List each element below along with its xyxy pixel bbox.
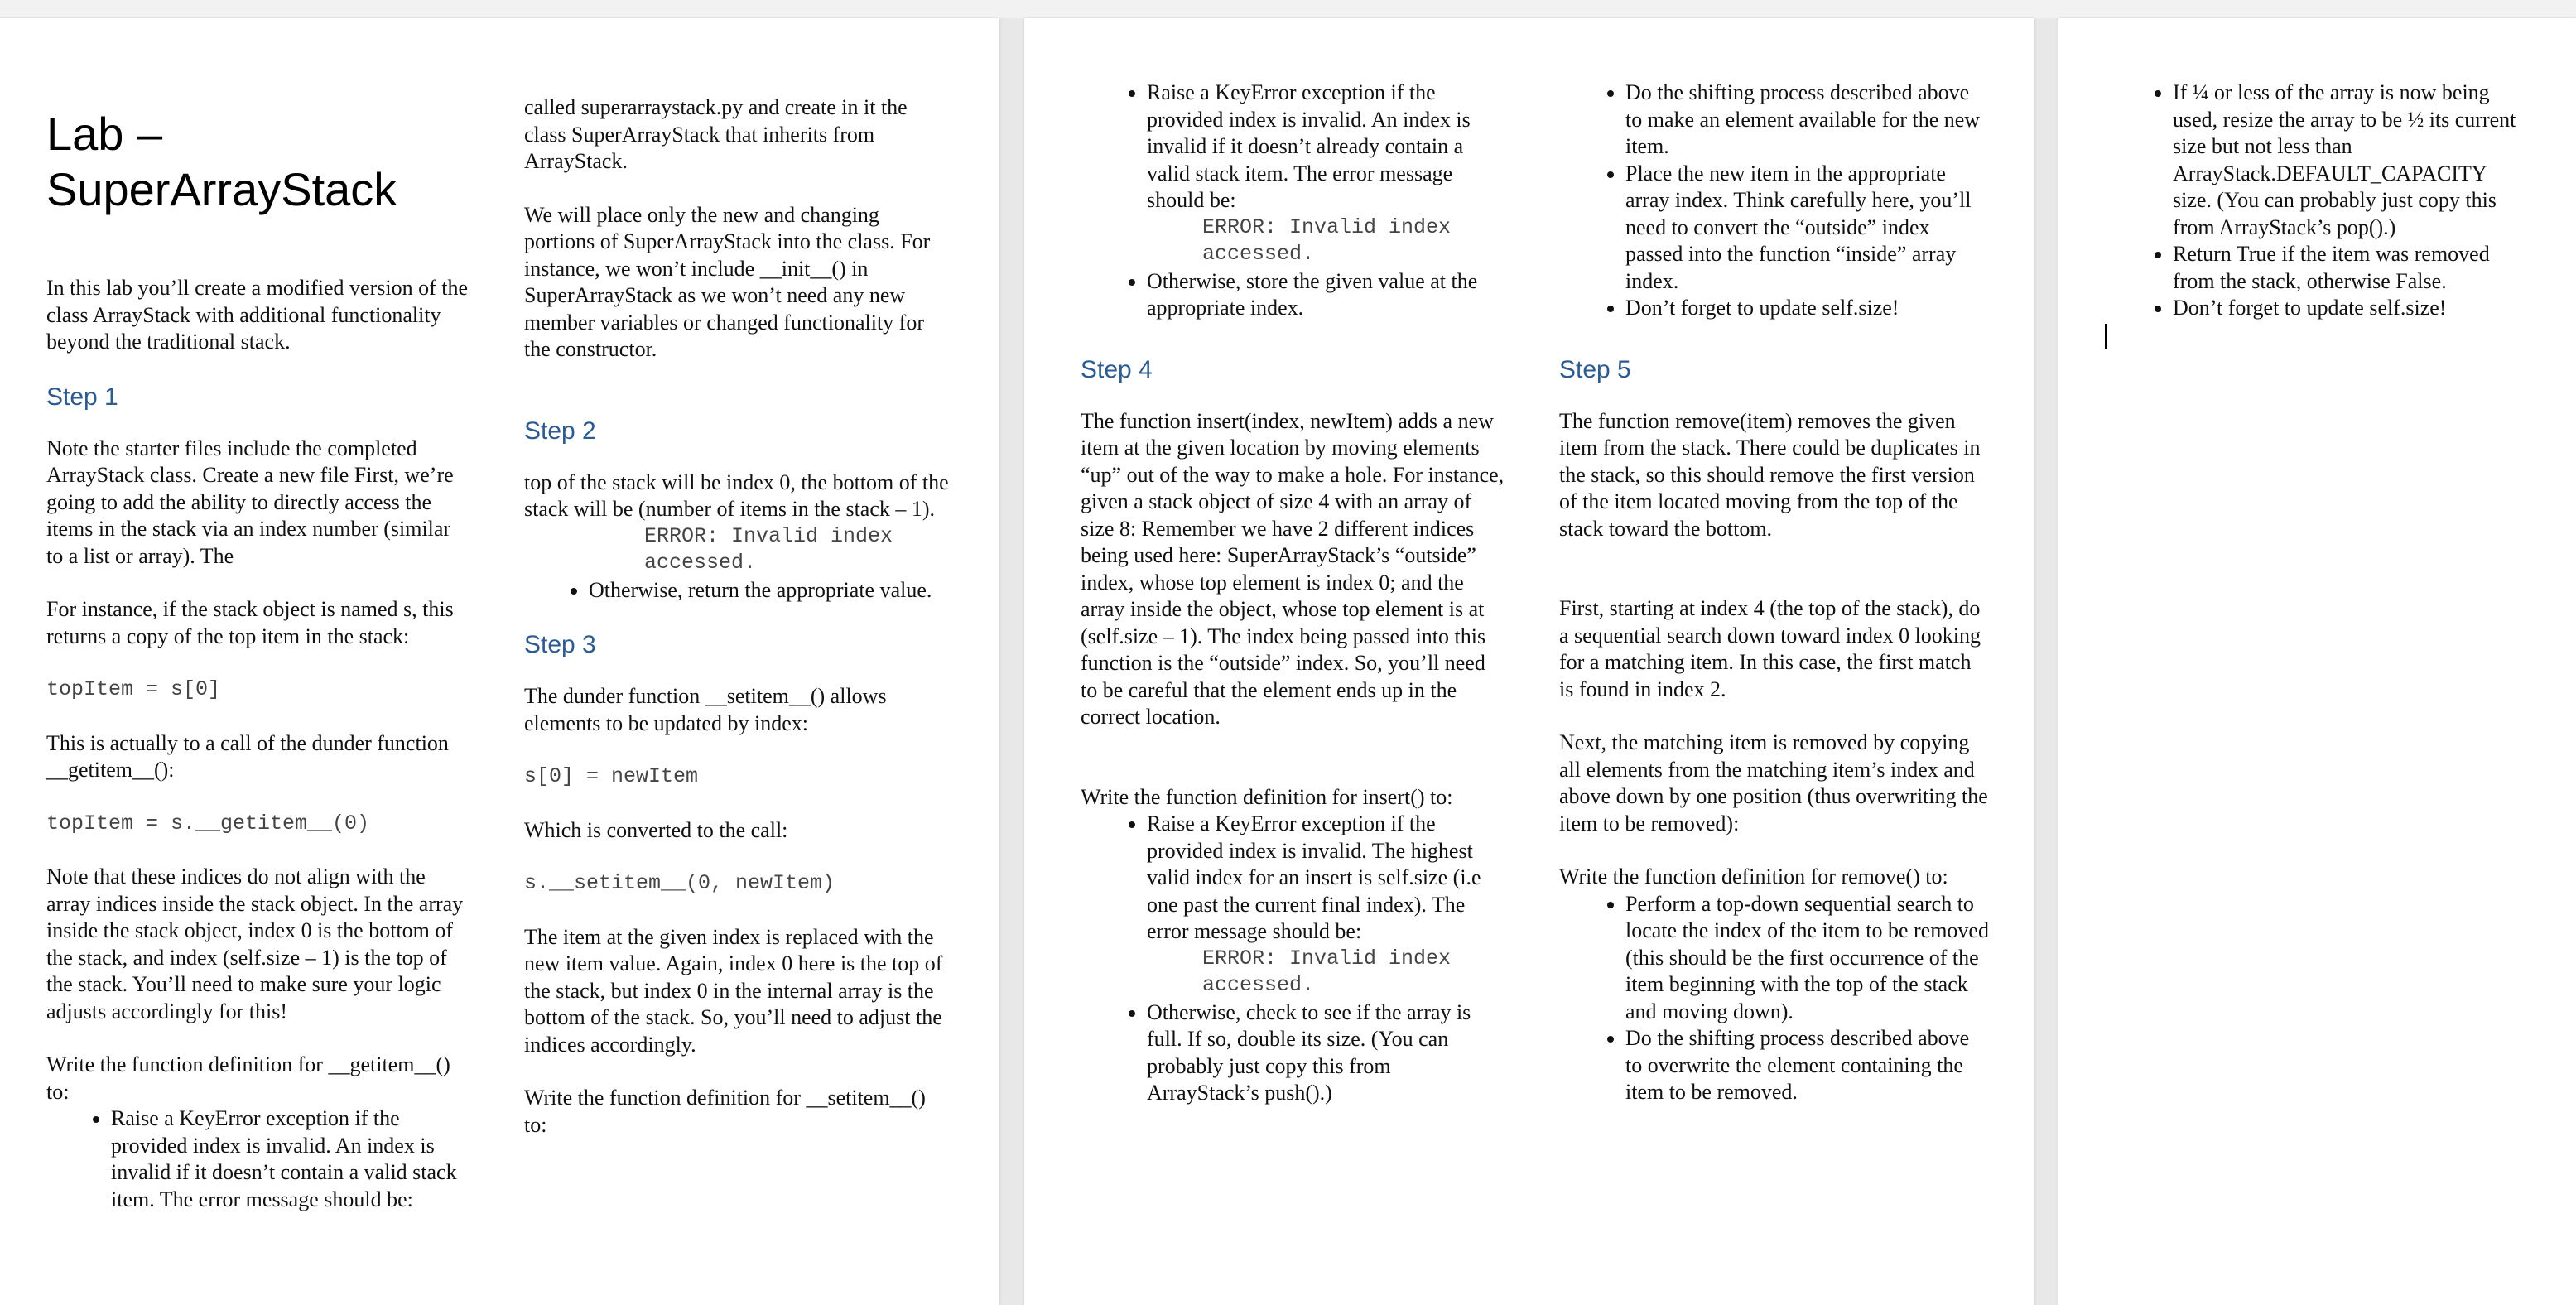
column2-paragraph-2: We will place only the new and changing portions of SuperArrayStack into the class. For instance, we won’t include __init__() in SuperArrayStack as we won’t need any new member variables or changed functionality for the constructor. [524, 202, 931, 361]
page3-column-1 [2098, 79, 2529, 355]
list-item: • Otherwise, return the appropriate value. [589, 577, 951, 604]
list-item: • Return True if the item was removed from the stack, otherwise False. [2173, 241, 2529, 295]
list-item: • Do the shifting process described above to make an element available for the new item. [1625, 79, 1990, 161]
list-item: • Otherwise, store the given value at the appropriate index. [1147, 268, 1505, 322]
code-setitem-call: s.__setitem__(0, newItem) [524, 871, 835, 895]
step3-paragraph-4: Write the function definition for __setitem__() to: [524, 1086, 926, 1137]
step5-paragraph-4: Write the function definition for remove() to: [1559, 864, 1948, 888]
step3-paragraph-2: Which is converted to the call: [524, 817, 788, 842]
column2-paragraph-1: called superarraystack.py and create in it the class SuperArrayStack that inherits from ArrayStack. [524, 95, 908, 173]
step4-heading: Step 4 [1081, 355, 1153, 383]
list-item: • Raise a KeyError exception if the provided index is invalid. An index is invalid if it doesn’t already contain a valid stack item. The error message should be: [1147, 79, 1505, 214]
list-item: • Do the shifting process described above to overwrite the element containing the item to be removed. [1625, 1025, 1990, 1106]
step1-paragraph-4: Note that these indices do not align with the array indices inside the stack object. In the array inside the stack object, index 0 is the bottom of the stack, and index (self.size – 1) is the top of the stack. You’ll need to make sure your logic adjusts accordingly for this! [46, 864, 464, 1023]
step2-paragraph-1: top of the stack will be index 0, the bottom of the stack will be (number of items in the stack – 1). [524, 470, 949, 521]
window-top-strip [0, 0, 2576, 18]
intro-paragraph: In this lab you’ll create a modified version of the class ArrayStack with additional functionality beyond the traditional stack. [46, 276, 469, 354]
step5-paragraph-1: The function remove(item) removes the given item from the stack. There could be duplicates in the stack, so this should remove the first version of the item located moving from the top of the stack toward the bottom. [1559, 408, 1981, 541]
step4-paragraph-1: The function insert(index, newItem) adds a new item at the given location by moving elements “up” out of the way to make a hole. For instance, given a stack object of size 4 with an array of size 8: Remember we have 2 different indices being used here: SuperArrayStack’s “outside” index, whose top element is index 0; and the array inside the object, whose top element is at (self.size – 1). The index being passed into this function is the “outside” index. So, you’ll need to be careful that the element ends up in the correct location. [1081, 408, 1505, 729]
insert-bullet-list-2 [1081, 999, 1505, 1107]
step3-paragraph-3: The item at the given index is replaced with the new item value. Again, index 0 here is the top of the stack, but index 0 in the internal array is the bottom of the stack. So, you’ll need to adjust the indices accordingly. [524, 924, 943, 1057]
step3-paragraph-1: The dunder function __setitem__() allows elements to be updated by index: [524, 684, 887, 735]
insert-bullet-list [1081, 811, 1505, 946]
page2-column-2 [1559, 79, 1990, 1133]
step2-error-message: ERROR: Invalid index accessed. [644, 523, 893, 575]
page2-column-1 [1081, 79, 1505, 1134]
setitem-bullet-list-2 [1081, 268, 1505, 322]
step5-paragraph-3: Next, the matching item is removed by copying all elements from the matching item’s index and above down by one position (thus overwriting the item to be removed): [1559, 730, 1988, 835]
list-item: • Raise a KeyError exception if the provided index is invalid. An index is invalid if it doesn’t contain a valid stack item. The error message should be: [111, 1105, 469, 1213]
step2-bullet-list [524, 577, 951, 604]
text-cursor [2105, 324, 2107, 349]
list-item: • Otherwise, check to see if the array is full. If so, double its size. (You can probably just copy this from ArrayStack’s push().) [1147, 999, 1505, 1107]
step2-heading: Step 2 [524, 417, 596, 445]
list-item: • Don’t forget to update self.size! [2173, 295, 2529, 322]
step5-paragraph-2: First, starting at index 4 (the top of the stack), do a sequential search down toward index 0 looking for a matching item. In this case, the first match is found in index 2. [1559, 596, 1981, 701]
list-item: • Place the new item in the appropriate array index. Think carefully here, you’ll need to convert the “outside” index passed into the function “inside” array index. [1625, 161, 1990, 296]
code-setitem-index: s[0] = newItem [524, 764, 699, 788]
step1-paragraph-2: For instance, if the stack object is named s, this returns a copy of the top item in the stack: [46, 597, 454, 648]
document-page-3[interactable] [2058, 18, 2576, 1305]
setitem-bullet-list [1081, 79, 1505, 214]
document-title: Lab – SuperArrayStack [46, 108, 397, 215]
step3-heading: Step 3 [524, 631, 596, 658]
code-topitem-index: topItem = s[0] [46, 677, 221, 701]
step1-paragraph-1: Note the starter files include the completed ArrayStack class. Create a new file First, we’re going to add the ability to directly access the items in the stack via an index number (similar to a list or array). The [46, 436, 454, 568]
remove-bullet-list-2 [2098, 79, 2529, 322]
step1-paragraph-5: Write the function definition for __getitem__() to: [46, 1052, 450, 1104]
setitem-error-message: ERROR: Invalid index accessed. [1202, 214, 1452, 266]
page1-column-2 [524, 94, 951, 1165]
step4-paragraph-2: Write the function definition for insert() to: [1081, 784, 1453, 809]
document-page-1[interactable] [0, 18, 999, 1305]
insert-bullet-list-3 [1559, 79, 1990, 322]
list-item: • If ¼ or less of the array is now being used, resize the array to be ½ its current size but not less than ArrayStack.DEFAULT_CAPACITY size. (You can probably just copy this from ArrayStack’s pop().) [2173, 79, 2529, 241]
list-item: • Perform a top-down sequential search to locate the index of the item to be removed (this should be the first occurrence of the item beginning with the top of the stack and moving down). [1625, 891, 1990, 1026]
document-page-2[interactable] [1024, 18, 2034, 1305]
insert-error-message: ERROR: Invalid index accessed. [1202, 946, 1452, 997]
list-item: • Don’t forget to update self.size! [1625, 295, 1990, 322]
remove-bullet-list [1559, 891, 1990, 1106]
code-topitem-getitem: topItem = s.__getitem__(0) [46, 811, 370, 835]
step1-heading: Step 1 [46, 383, 118, 411]
page1-column-1 [46, 51, 469, 1213]
list-item: • Raise a KeyError exception if the provided index is invalid. The highest valid index for an insert is self.size (i.e one past the current final index). The error message should be: [1147, 811, 1505, 946]
getitem-bullet-list [46, 1105, 469, 1213]
step5-heading: Step 5 [1559, 355, 1631, 383]
step1-paragraph-3: This is actually to a call of the dunder function __getitem__(): [46, 730, 449, 782]
